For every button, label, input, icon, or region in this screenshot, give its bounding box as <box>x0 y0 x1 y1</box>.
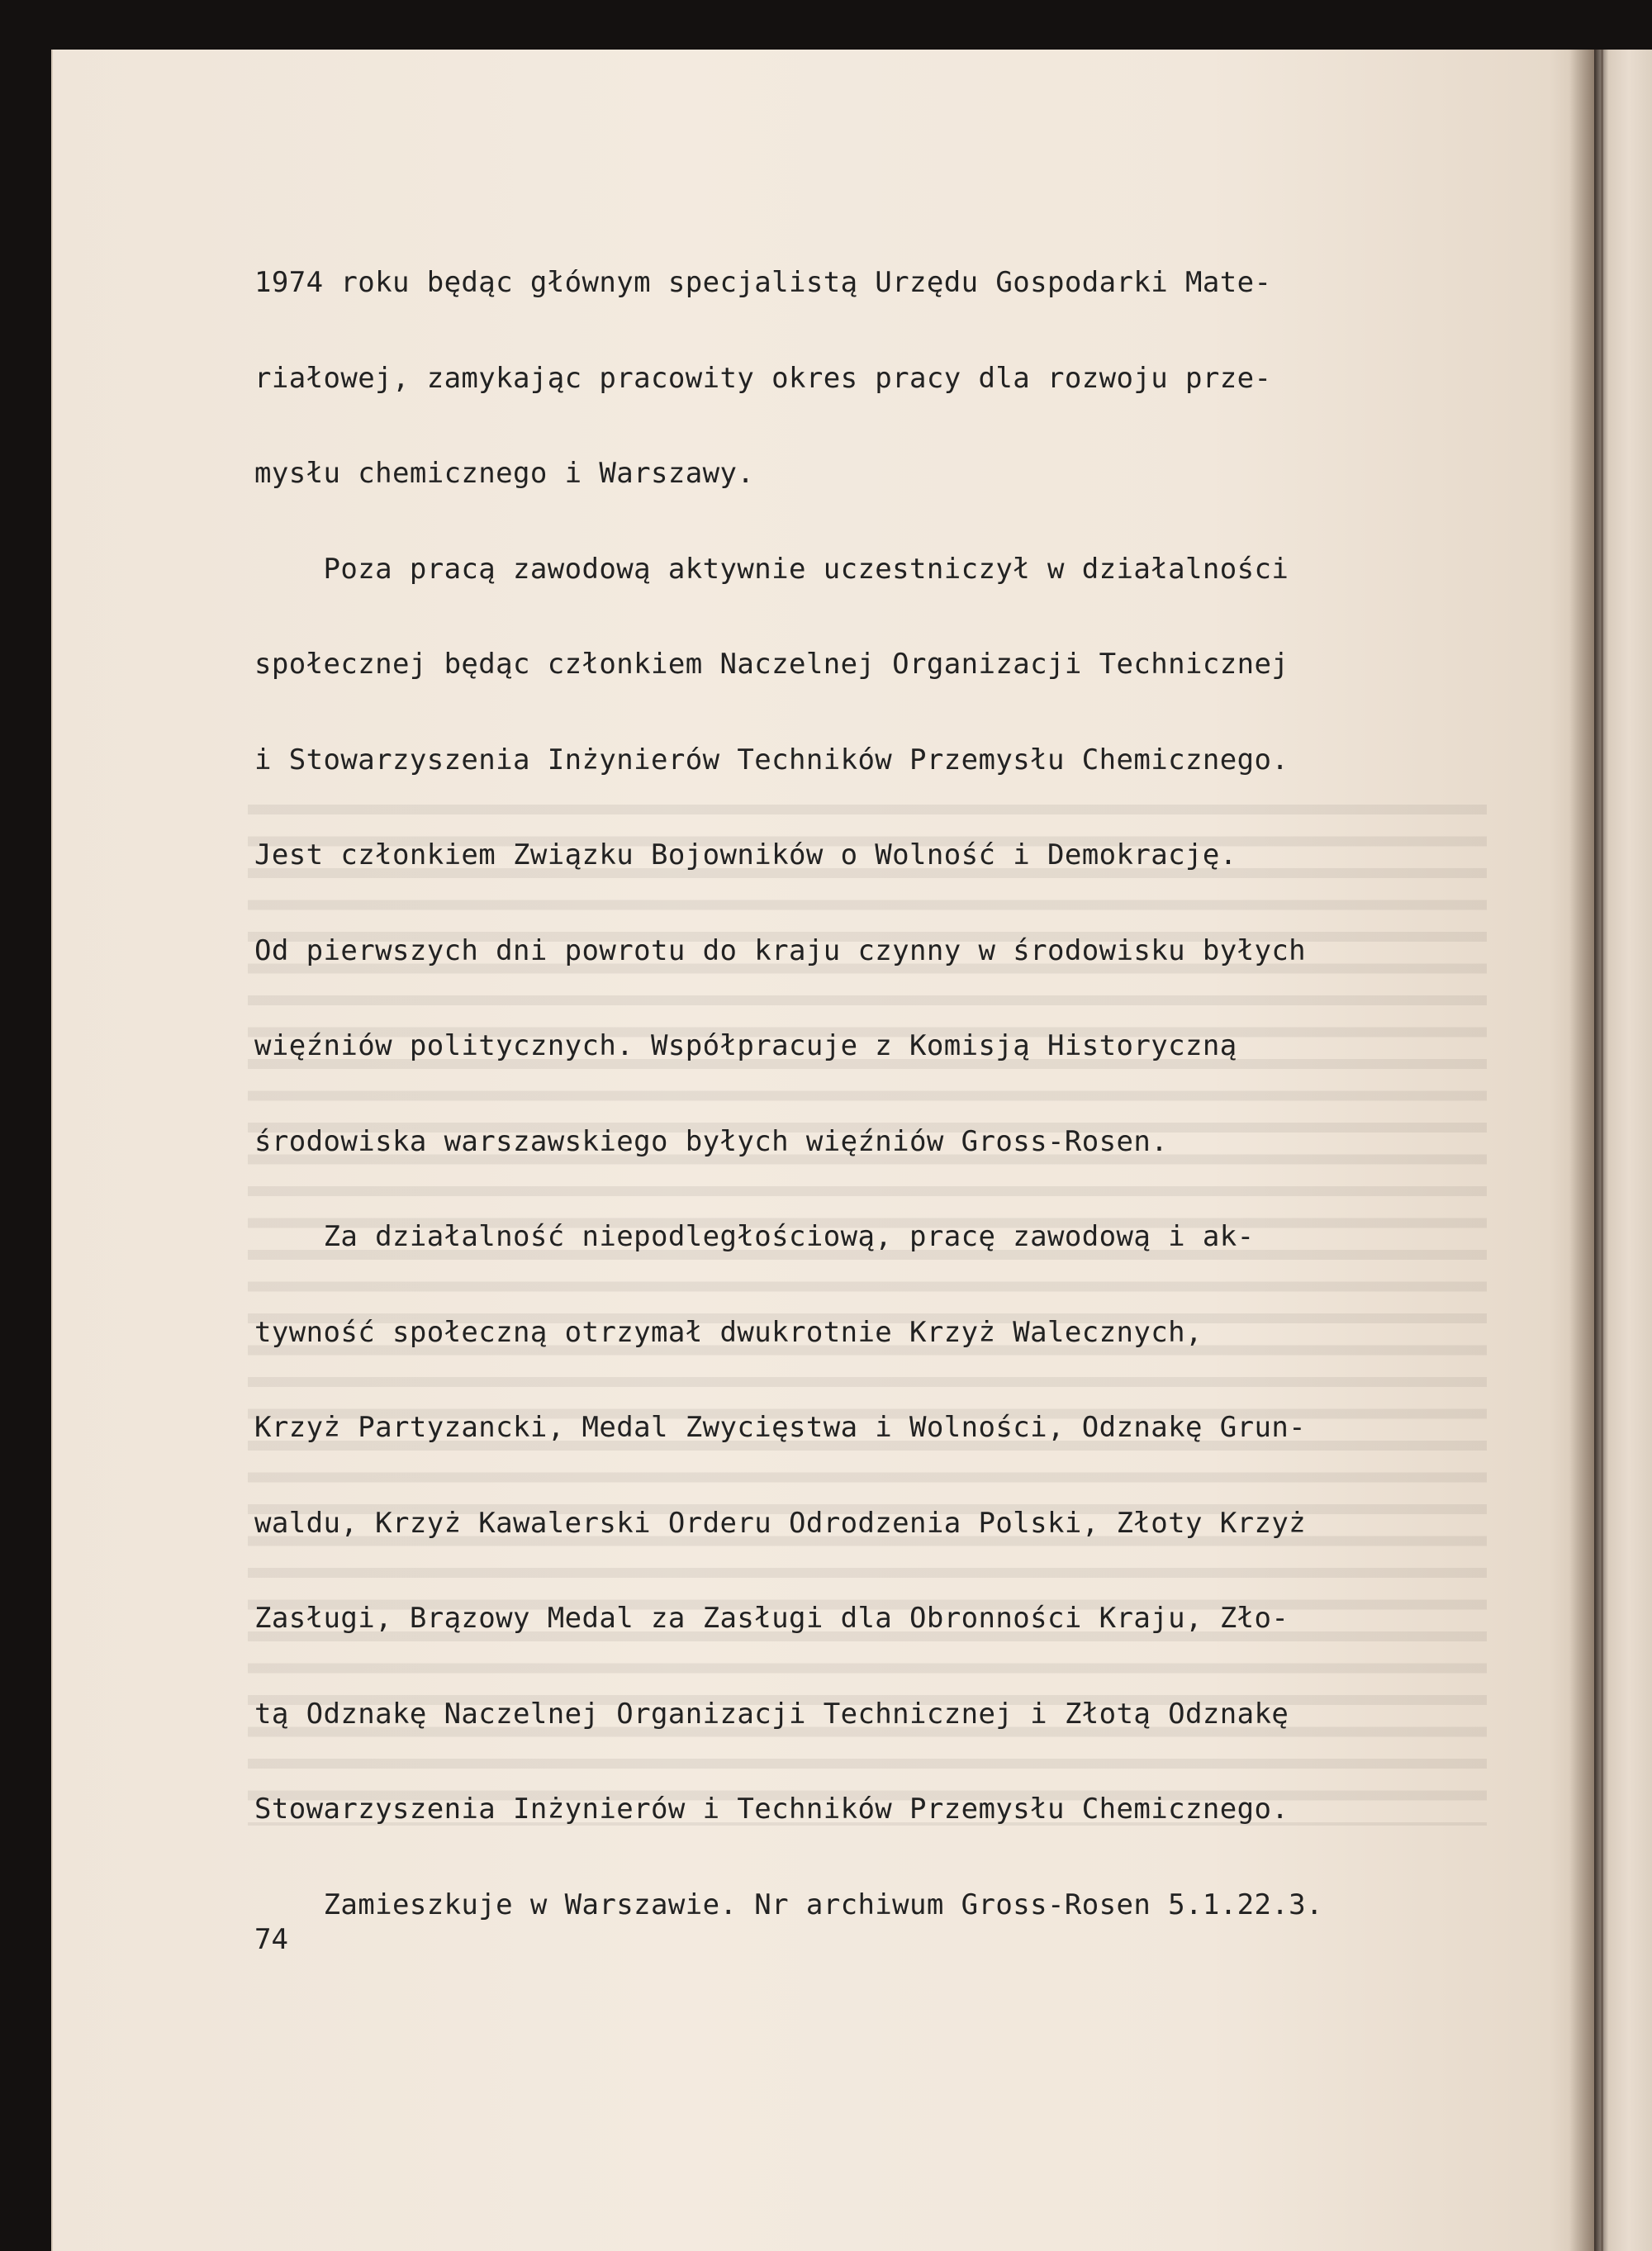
text-line: 1974 roku będąc głównym specjalistą Urzędu Gospodarki Mate- <box>254 266 1272 299</box>
text-line: i Stowarzyszenia Inżynierów Techników Przemysłu Chemicznego. <box>254 743 1289 776</box>
text-line: Jest członkiem Związku Bojowników o Wolność i Demokrację. <box>254 838 1237 871</box>
page-gutter-line <box>1601 50 1603 2251</box>
spine-shadow <box>1569 50 1594 2251</box>
text-line: mysłu chemicznego i Warszawy. <box>254 457 755 490</box>
text-line: Za działalność niepodległościową, pracę zawodową i ak- <box>254 1220 1255 1253</box>
text-line: społecznej będąc członkiem Naczelnej Organizacji Technicznej <box>254 648 1289 681</box>
text-line: riałowej, zamykając pracowity okres pracy dla rozwoju prze- <box>254 361 1272 395</box>
text-line: Zasługi, Brązowy Medal za Zasługi dla Obronności Kraju, Zło- <box>254 1602 1289 1635</box>
text-line: środowiska warszawskiego byłych więźniów Gross-Rosen. <box>254 1124 1169 1158</box>
text-line: tą Odznakę Naczelnej Organizacji Technicznej i Złotą Odznakę <box>254 1697 1289 1731</box>
text-line: Zamieszkuje w Warszawie. Nr archiwum Gross-Rosen 5.1.22.3. <box>254 1888 1323 1921</box>
body-text <box>254 203 1477 1984</box>
page-number: 74 <box>254 1923 288 1956</box>
text-line: Stowarzyszenia Inżynierów i Techników Przemysłu Chemicznego. <box>254 1793 1289 1826</box>
text-line: Od pierwszych dni powrotu do kraju czynny w środowisku byłych <box>254 933 1307 967</box>
text-line: waldu, Krzyż Kawalerski Orderu Odrodzenia Polski, Złoty Krzyż <box>254 1506 1307 1540</box>
text-line: tywność społeczną otrzymał dwukrotnie Krzyż Walecznych, <box>254 1315 1203 1349</box>
text-line: więźniów politycznych. Współpracuje z Komisją Historyczną <box>254 1029 1237 1062</box>
text-line: Krzyż Partyzancki, Medal Zwycięstwa i Wolności, Odznakę Grun- <box>254 1411 1307 1444</box>
text-line: Poza pracą zawodową aktywnie uczestniczył w działalności <box>254 552 1289 586</box>
